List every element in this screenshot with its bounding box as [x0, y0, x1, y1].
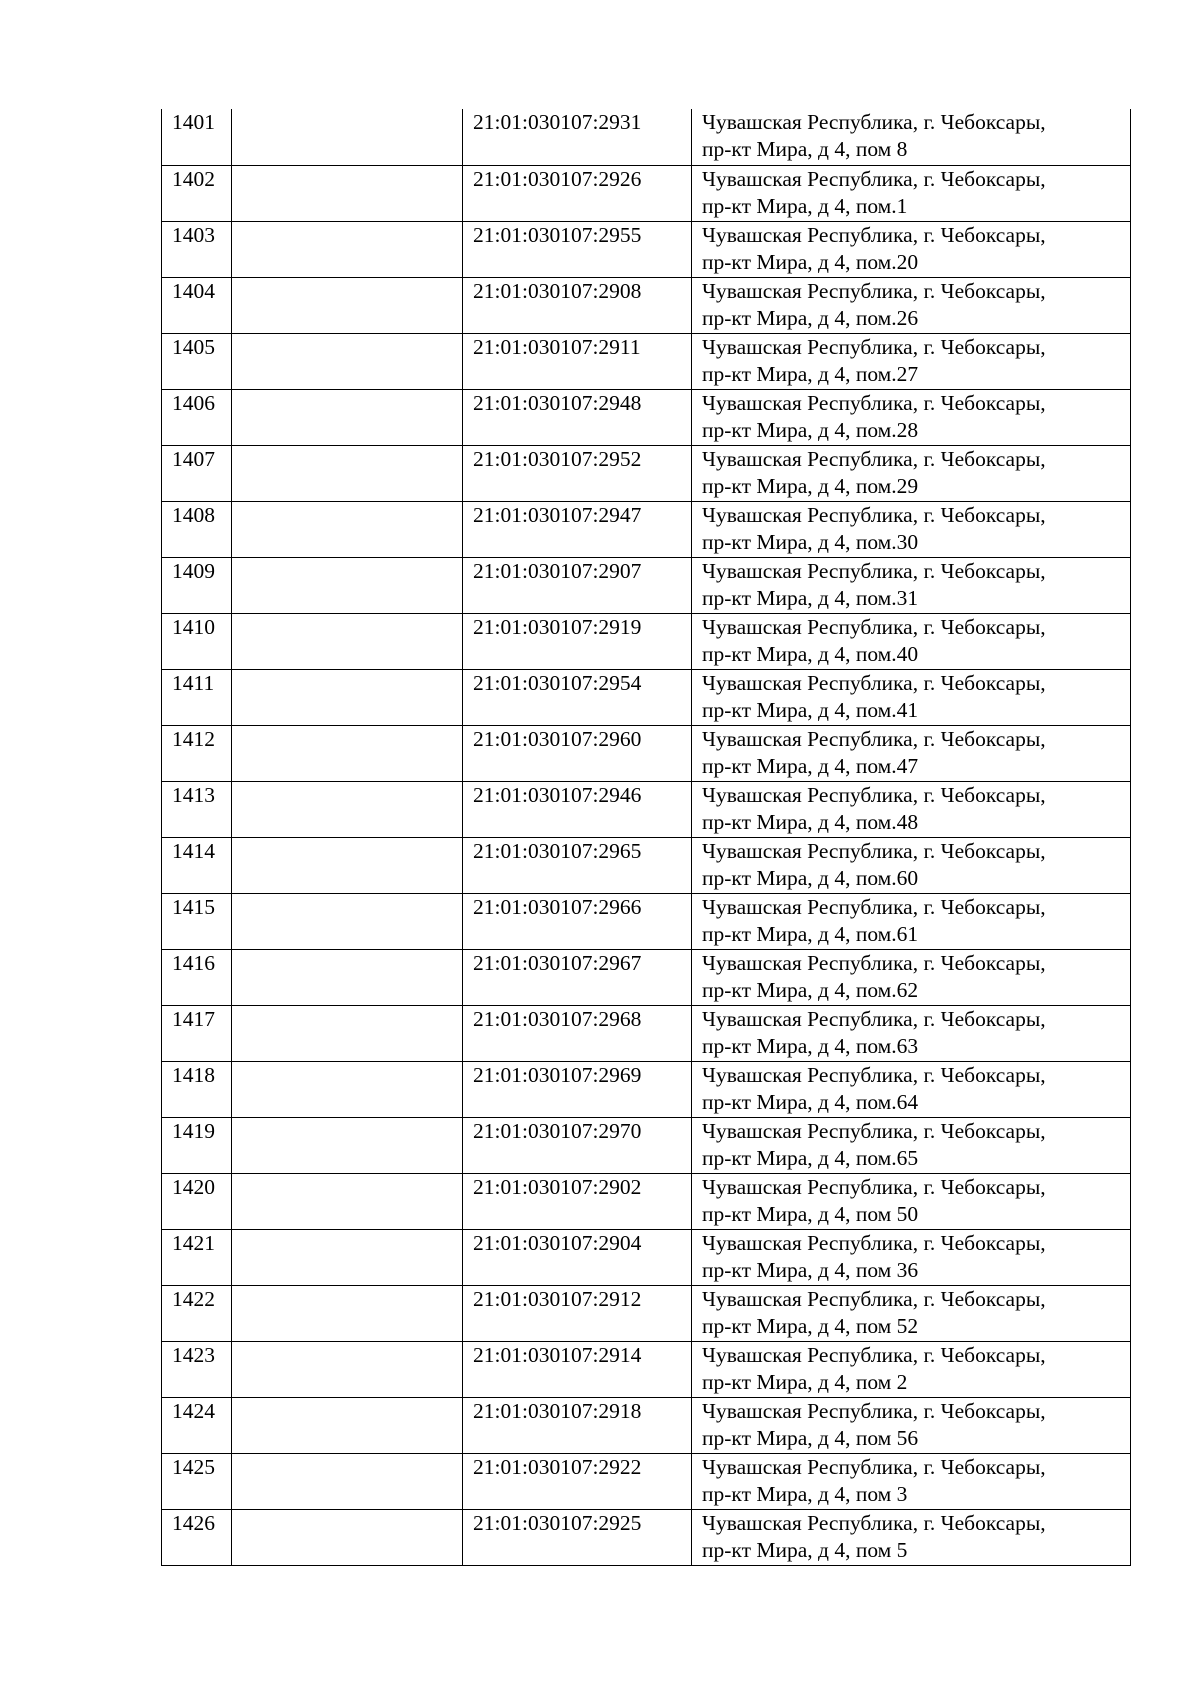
table-row	[162, 221, 1131, 277]
address-cell	[692, 1005, 1131, 1061]
cadastral-number-cell: 21:01:030107:2902	[463, 1173, 692, 1229]
cadastral-number-cell: 21:01:030107:2926	[463, 165, 692, 221]
address-cell	[692, 613, 1131, 669]
table-row	[162, 781, 1131, 837]
row-number-cell: 1426	[162, 1509, 232, 1565]
row-number-cell: 1414	[162, 837, 232, 893]
table-row	[162, 1229, 1131, 1285]
table-row	[162, 389, 1131, 445]
address-line-street: пр-кт Мира, д 4, пом.63	[702, 1033, 919, 1058]
address-line-street: пр-кт Мира, д 4, пом.47	[702, 753, 919, 778]
address-line-region: Чувашская Республика, г. Чебоксары,	[702, 1062, 1046, 1087]
address-line-street: пр-кт Мира, д 4, пом.28	[702, 417, 919, 442]
address-line-region: Чувашская Республика, г. Чебоксары,	[702, 614, 1046, 639]
address-line-street: пр-кт Мира, д 4, пом.60	[702, 865, 919, 890]
table-row	[162, 277, 1131, 333]
object-name-cell	[232, 1061, 463, 1117]
cadastral-number-cell: 21:01:030107:2904	[463, 1229, 692, 1285]
object-name-cell	[232, 1509, 463, 1565]
address-cell	[692, 557, 1131, 613]
address-cell	[692, 1453, 1131, 1509]
address-line-region: Чувашская Республика, г. Чебоксары,	[702, 1006, 1046, 1031]
cadastral-number-cell: 21:01:030107:2907	[463, 557, 692, 613]
address-line-street: пр-кт Мира, д 4, пом.61	[702, 921, 919, 946]
object-name-cell	[232, 1285, 463, 1341]
address-line-region: Чувашская Республика, г. Чебоксары,	[702, 222, 1046, 247]
row-number-cell: 1420	[162, 1173, 232, 1229]
table-row	[162, 501, 1131, 557]
cadastral-number-cell: 21:01:030107:2954	[463, 669, 692, 725]
address-cell	[692, 1229, 1131, 1285]
address-cell	[692, 109, 1131, 165]
address-cell	[692, 1341, 1131, 1397]
address-cell	[692, 1061, 1131, 1117]
table-row	[162, 1341, 1131, 1397]
table-row	[162, 1397, 1131, 1453]
object-name-cell	[232, 1397, 463, 1453]
object-name-cell	[232, 445, 463, 501]
cadastral-number-cell: 21:01:030107:2948	[463, 389, 692, 445]
row-number-cell: 1419	[162, 1117, 232, 1173]
address-line-region: Чувашская Республика, г. Чебоксары,	[702, 1118, 1046, 1143]
cadastral-number-cell: 21:01:030107:2968	[463, 1005, 692, 1061]
address-line-region: Чувашская Республика, г. Чебоксары,	[702, 782, 1046, 807]
row-number-cell: 1401	[162, 109, 232, 165]
address-cell	[692, 781, 1131, 837]
cadastral-number-cell: 21:01:030107:2966	[463, 893, 692, 949]
row-number-cell: 1413	[162, 781, 232, 837]
table-row	[162, 1453, 1131, 1509]
address-line-street: пр-кт Мира, д 4, пом.41	[702, 697, 919, 722]
table-row	[162, 1285, 1131, 1341]
object-name-cell	[232, 557, 463, 613]
cadastral-number-cell: 21:01:030107:2931	[463, 109, 692, 165]
address-line-street: пр-кт Мира, д 4, пом.48	[702, 809, 919, 834]
cadastral-number-cell: 21:01:030107:2952	[463, 445, 692, 501]
object-name-cell	[232, 165, 463, 221]
object-name-cell	[232, 389, 463, 445]
table-row	[162, 557, 1131, 613]
address-cell	[692, 277, 1131, 333]
row-number-cell: 1423	[162, 1341, 232, 1397]
property-registry-table	[161, 109, 1131, 1566]
row-number-cell: 1402	[162, 165, 232, 221]
cadastral-number-cell: 21:01:030107:2955	[463, 221, 692, 277]
address-cell	[692, 725, 1131, 781]
cadastral-number-cell: 21:01:030107:2967	[463, 949, 692, 1005]
address-line-street: пр-кт Мира, д 4, пом.31	[702, 585, 919, 610]
address-line-region: Чувашская Республика, г. Чебоксары,	[702, 1174, 1046, 1199]
row-number-cell: 1403	[162, 221, 232, 277]
table-row	[162, 1061, 1131, 1117]
address-cell	[692, 949, 1131, 1005]
object-name-cell	[232, 333, 463, 389]
address-line-street: пр-кт Мира, д 4, пом 3	[702, 1481, 908, 1506]
row-number-cell: 1416	[162, 949, 232, 1005]
object-name-cell	[232, 501, 463, 557]
table-row	[162, 725, 1131, 781]
address-cell	[692, 1397, 1131, 1453]
address-line-street: пр-кт Мира, д 4, пом.64	[702, 1089, 919, 1114]
table-row	[162, 333, 1131, 389]
table-row	[162, 109, 1131, 165]
address-cell	[692, 1117, 1131, 1173]
table-row	[162, 1509, 1131, 1565]
address-line-street: пр-кт Мира, д 4, пом.29	[702, 473, 919, 498]
address-line-region: Чувашская Республика, г. Чебоксары,	[702, 838, 1046, 863]
cadastral-number-cell: 21:01:030107:2946	[463, 781, 692, 837]
cadastral-number-cell: 21:01:030107:2922	[463, 1453, 692, 1509]
address-cell	[692, 1285, 1131, 1341]
cadastral-number-cell: 21:01:030107:2947	[463, 501, 692, 557]
address-line-street: пр-кт Мира, д 4, пом 52	[702, 1313, 919, 1338]
address-line-street: пр-кт Мира, д 4, пом.27	[702, 361, 919, 386]
address-line-street: пр-кт Мира, д 4, пом.40	[702, 641, 919, 666]
object-name-cell	[232, 613, 463, 669]
object-name-cell	[232, 781, 463, 837]
address-line-street: пр-кт Мира, д 4, пом 5	[702, 1537, 908, 1562]
object-name-cell	[232, 1453, 463, 1509]
address-cell	[692, 445, 1131, 501]
address-line-region: Чувашская Республика, г. Чебоксары,	[702, 950, 1046, 975]
address-line-region: Чувашская Республика, г. Чебоксары,	[702, 894, 1046, 919]
row-number-cell: 1417	[162, 1005, 232, 1061]
address-line-region: Чувашская Республика, г. Чебоксары,	[702, 1398, 1046, 1423]
object-name-cell	[232, 669, 463, 725]
cadastral-number-cell: 21:01:030107:2914	[463, 1341, 692, 1397]
object-name-cell	[232, 725, 463, 781]
address-line-street: пр-кт Мира, д 4, пом.20	[702, 249, 919, 274]
object-name-cell	[232, 837, 463, 893]
address-line-street: пр-кт Мира, д 4, пом 56	[702, 1425, 919, 1450]
table-row	[162, 949, 1131, 1005]
object-name-cell	[232, 949, 463, 1005]
address-line-region: Чувашская Республика, г. Чебоксары,	[702, 1454, 1046, 1479]
cadastral-number-cell: 21:01:030107:2919	[463, 613, 692, 669]
object-name-cell	[232, 1341, 463, 1397]
address-line-region: Чувашская Республика, г. Чебоксары,	[702, 166, 1046, 191]
address-line-region: Чувашская Республика, г. Чебоксары,	[702, 502, 1046, 527]
row-number-cell: 1425	[162, 1453, 232, 1509]
table-row	[162, 1117, 1131, 1173]
object-name-cell	[232, 1005, 463, 1061]
table-row	[162, 893, 1131, 949]
row-number-cell: 1404	[162, 277, 232, 333]
row-number-cell: 1407	[162, 445, 232, 501]
row-number-cell: 1422	[162, 1285, 232, 1341]
object-name-cell	[232, 893, 463, 949]
object-name-cell	[232, 221, 463, 277]
cadastral-number-cell: 21:01:030107:2908	[463, 277, 692, 333]
address-cell	[692, 1509, 1131, 1565]
cadastral-number-cell: 21:01:030107:2918	[463, 1397, 692, 1453]
address-line-region: Чувашская Республика, г. Чебоксары,	[702, 1230, 1046, 1255]
address-line-street: пр-кт Мира, д 4, пом 8	[702, 137, 908, 161]
address-cell	[692, 837, 1131, 893]
address-line-region: Чувашская Республика, г. Чебоксары,	[702, 1342, 1046, 1367]
address-line-street: пр-кт Мира, д 4, пом 50	[702, 1201, 919, 1226]
address-line-region: Чувашская Республика, г. Чебоксары,	[702, 670, 1046, 695]
row-number-cell: 1411	[162, 669, 232, 725]
address-cell	[692, 389, 1131, 445]
row-number-cell: 1409	[162, 557, 232, 613]
address-line-street: пр-кт Мира, д 4, пом.65	[702, 1145, 919, 1170]
address-line-street: пр-кт Мира, д 4, пом 36	[702, 1257, 919, 1282]
address-cell	[692, 221, 1131, 277]
cadastral-number-cell: 21:01:030107:2911	[463, 333, 692, 389]
object-name-cell	[232, 1117, 463, 1173]
address-cell	[692, 501, 1131, 557]
table-row	[162, 837, 1131, 893]
address-line-region: Чувашская Республика, г. Чебоксары,	[702, 726, 1046, 751]
address-line-region: Чувашская Республика, г. Чебоксары,	[702, 446, 1046, 471]
row-number-cell: 1412	[162, 725, 232, 781]
address-cell	[692, 1173, 1131, 1229]
address-line-region: Чувашская Республика, г. Чебоксары,	[702, 110, 1046, 134]
address-cell	[692, 165, 1131, 221]
cadastral-number-cell: 21:01:030107:2965	[463, 837, 692, 893]
cadastral-number-cell: 21:01:030107:2960	[463, 725, 692, 781]
table-row	[162, 613, 1131, 669]
object-name-cell	[232, 1229, 463, 1285]
table-row	[162, 165, 1131, 221]
address-line-region: Чувашская Республика, г. Чебоксары,	[702, 558, 1046, 583]
address-line-region: Чувашская Республика, г. Чебоксары,	[702, 278, 1046, 303]
cadastral-number-cell: 21:01:030107:2925	[463, 1509, 692, 1565]
table-row	[162, 1005, 1131, 1061]
object-name-cell	[232, 109, 463, 165]
object-name-cell	[232, 1173, 463, 1229]
table-body	[162, 109, 1131, 1565]
object-name-cell	[232, 277, 463, 333]
address-line-region: Чувашская Республика, г. Чебоксары,	[702, 1286, 1046, 1311]
address-line-street: пр-кт Мира, д 4, пом 2	[702, 1369, 908, 1394]
cadastral-number-cell: 21:01:030107:2969	[463, 1061, 692, 1117]
address-line-street: пр-кт Мира, д 4, пом.62	[702, 977, 919, 1002]
table-row	[162, 669, 1131, 725]
address-cell	[692, 893, 1131, 949]
cadastral-number-cell: 21:01:030107:2970	[463, 1117, 692, 1173]
address-line-street: пр-кт Мира, д 4, пом.30	[702, 529, 919, 554]
row-number-cell: 1421	[162, 1229, 232, 1285]
table-row	[162, 445, 1131, 501]
row-number-cell: 1406	[162, 389, 232, 445]
row-number-cell: 1408	[162, 501, 232, 557]
address-cell	[692, 333, 1131, 389]
row-number-cell: 1415	[162, 893, 232, 949]
address-line-region: Чувашская Республика, г. Чебоксары,	[702, 390, 1046, 415]
row-number-cell: 1405	[162, 333, 232, 389]
row-number-cell: 1424	[162, 1397, 232, 1453]
address-line-region: Чувашская Республика, г. Чебоксары,	[702, 1510, 1046, 1535]
address-line-street: пр-кт Мира, д 4, пом.1	[702, 193, 908, 218]
row-number-cell: 1418	[162, 1061, 232, 1117]
address-line-region: Чувашская Республика, г. Чебоксары,	[702, 334, 1046, 359]
address-line-street: пр-кт Мира, д 4, пом.26	[702, 305, 919, 330]
row-number-cell: 1410	[162, 613, 232, 669]
cadastral-number-cell: 21:01:030107:2912	[463, 1285, 692, 1341]
address-cell	[692, 669, 1131, 725]
table-row	[162, 1173, 1131, 1229]
